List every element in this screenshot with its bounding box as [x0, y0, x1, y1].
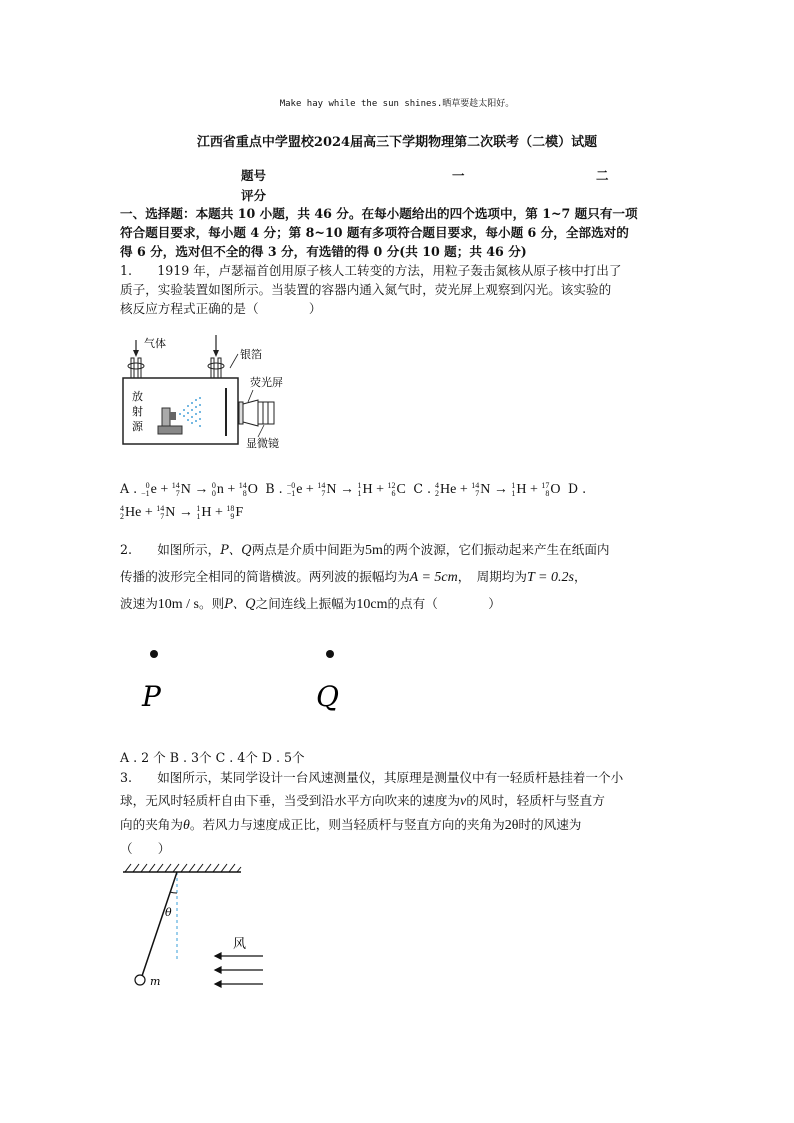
source-p-dot — [150, 650, 158, 658]
q3-line4: （ ） — [120, 841, 171, 856]
section1-heading — [120, 204, 680, 261]
screen-label: 荧光屏 — [250, 376, 283, 389]
label-q: Q — [316, 680, 339, 713]
label-p: P — [142, 680, 161, 713]
section1-heading-line1: 一、选择题：本题共 10 小题，共 46 分。在每小题给出的四个选项中，第 1~7 题只有一项 — [120, 206, 638, 221]
mass-label: m — [150, 975, 161, 988]
q2-sources-figure — [130, 640, 370, 720]
q3-line2: 球，无风时轻质杆自由下垂，当受到沿水平方向吹来的速度为v的风时，轻质杆与竖直方 — [120, 793, 605, 809]
theta-label: θ — [165, 906, 172, 919]
q1-options — [120, 478, 680, 524]
q1-option-b[interactable]: B . −0 −1 e + 14 7 N → 1 1 H + 12 6 C — [265, 480, 410, 498]
page-title: 江西省重点中学盟校2024届高三下学期物理第二次联考（二模）试题 — [196, 135, 598, 150]
source-label-3: 源 — [132, 420, 143, 433]
q1-line3: 核反应方程式正确的是（ ） — [120, 301, 322, 316]
question-3-stem — [120, 766, 680, 860]
wind-label: 风 — [233, 937, 247, 952]
q1-option-c[interactable]: C . 4 2 He + 14 7 N → 1 1 H + 17 8 O — [413, 480, 564, 498]
score-table-col1: 一 — [452, 168, 465, 183]
wind-arrows — [215, 953, 263, 987]
question-2-stem — [120, 537, 680, 618]
q1-apparatus-figure — [118, 330, 298, 450]
source-label-1: 放 — [132, 390, 143, 403]
foil-label: 银箔 — [240, 348, 262, 361]
q3-line1: 3. 如图所示，某同学设计一台风速测量仪，其原理是测量仪中有一轻质杆悬挂着一个小 — [120, 770, 624, 785]
q1-option-d-eq: 4 2 He + 14 7 N → 1 1 H + 18 9 F — [120, 503, 244, 521]
q3-pendulum-figure — [115, 858, 275, 993]
q1-option-b-eq: −0 −1 e + 14 7 N → 1 1 H + 12 6 C — [286, 480, 410, 498]
gas-label: 气体 — [144, 337, 166, 350]
question-1-stem — [120, 261, 680, 318]
q1-line2: 质子，实验装置如图所示。当装置的容器内通入氮气时，荧光屏上观察到闪光。该实验的 — [120, 282, 612, 297]
q2-options[interactable]: A . 2 个 B . 3个 C . 4个 D . 5个 — [120, 750, 305, 765]
q1-option-d[interactable]: D . — [568, 481, 587, 496]
q1-option-c-eq: 4 2 He + 14 7 N → 1 1 H + 17 8 O — [435, 480, 564, 498]
score-table-row2-label: 评分 — [241, 188, 267, 203]
score-table-col2: 二 — [596, 168, 609, 183]
q1-option-a[interactable]: A . 0 −1 e + 14 7 N → 0 0 n + 14 8 O — [120, 480, 262, 498]
q3-line3: 向的夹角为θ。若风力与速度成正比，则当轻质杆与竖直方向的夹角为2θ时的风速为 — [120, 817, 582, 833]
ball — [135, 975, 145, 985]
microscope-label: 显微镜 — [246, 437, 279, 450]
q2-line3: 波速为10m / s。则P、Q之间连线上振幅为10cm的点有（ ） — [120, 596, 501, 612]
q2-line2: 传播的波形完全相同的简谐横波。两列波的振幅均为A = 5cm， 周期均为T = 0.2s， — [120, 569, 587, 585]
source-q-dot — [326, 650, 334, 658]
section1-heading-line2: 符合题目要求，每小题 4 分；第 8~10 题有多项符合题目要求，每小题 6 分，全部选对的 — [120, 225, 629, 240]
motto: Make hay while the sun shines.晒草要趁太阳好。 — [279, 99, 515, 109]
score-table-row1-label: 题号 — [241, 168, 267, 183]
q1-option-a-eq: 0 −1 e + 14 7 N → 0 0 n + 14 8 O — [141, 480, 262, 498]
q1-line1: 1. 1919 年，卢瑟福首创用原子核人工转变的方法，用粒子轰击氮核从原子核中打出了 — [120, 263, 622, 278]
source-label-2: 射 — [132, 405, 143, 418]
section1-heading-line3: 得 6 分，选对但不全的得 3 分，有选错的得 0 分(共 10 题；共 46 分) — [120, 244, 527, 259]
q2-line1: 2. 如图所示，P、Q两点是介质中间距为5m的两个波源，它们振动起来产生在纸面内 — [120, 542, 610, 558]
